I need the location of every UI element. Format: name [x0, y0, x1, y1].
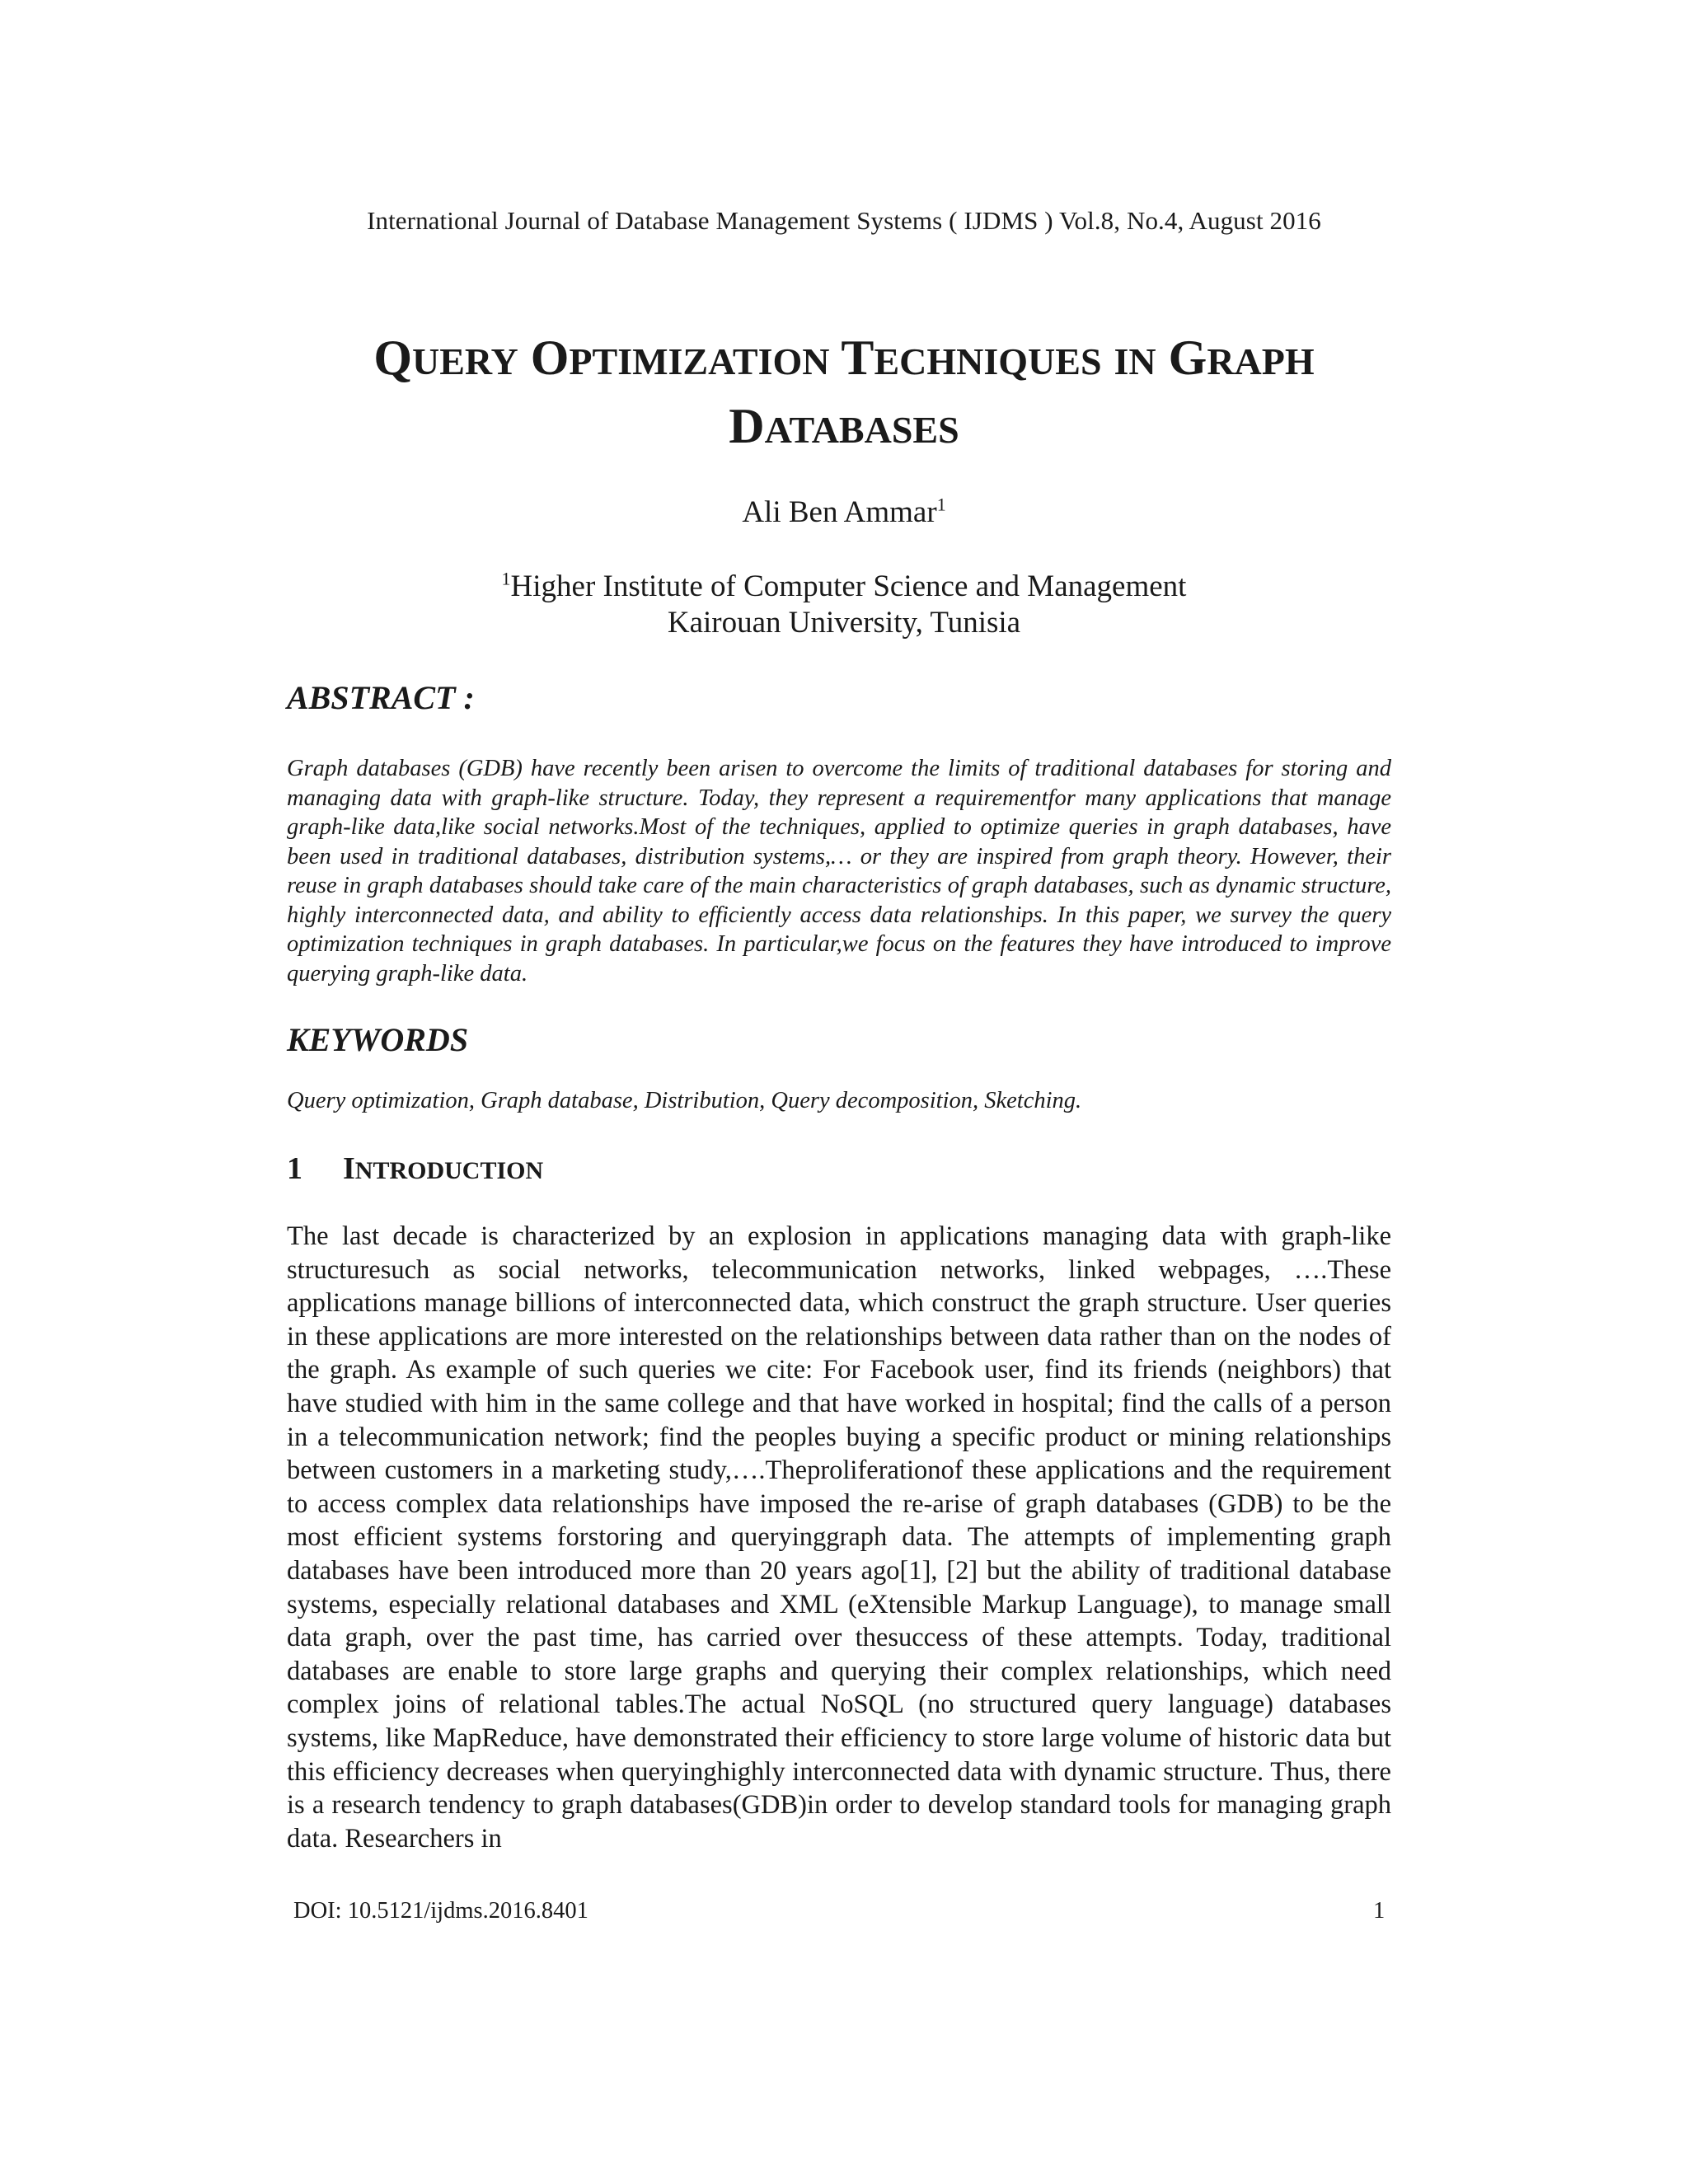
- abstract-heading: ABSTRACT :: [287, 679, 475, 716]
- footer-doi: DOI: 10.5121/ijdms.2016.8401: [293, 1898, 588, 1924]
- affiliation-marker: 1: [501, 568, 511, 589]
- section-heading-introduction: 1 INTRODUCTION: [287, 1151, 544, 1186]
- title-word-in: IN: [1114, 340, 1156, 382]
- author-affiliation: [0, 569, 1688, 641]
- abstract-text: Graph databases (GDB) have recently been arisen to overcome the limits of traditional databases for storing and managing data with graph-like structure. Today, they represent a requirementfor many applications that manage graph-like data,like social networks.Most of the techniques, applied to optimize queries in graph databases, have been used in traditional databases, distribution systems,… or they are inspired from graph theory. However, their reuse in graph databases should take care of the main characteristics of graph databases, such as dynamic structure, highly interconnected data, and ability to efficiently access data relationships. In this paper, we survey the query optimization techniques in graph databases. In particular,we focus on the features they have introduced to improve querying graph-like data.: [287, 756, 1391, 987]
- author-affiliation-marker: 1: [936, 494, 946, 515]
- paper-title: [247, 326, 1441, 462]
- running-header: International Journal of Database Management Systems ( IJDMS ) Vol.8, No.4, August 2016: [367, 206, 1321, 235]
- section-number: 1: [287, 1151, 302, 1186]
- keywords-heading: KEYWORDS: [287, 1021, 469, 1058]
- title-word-query: QUERY: [373, 330, 518, 385]
- title-word-databases: DATABASES: [729, 399, 959, 453]
- title-word-optimization: OPTIMIZATION: [530, 330, 830, 385]
- title-word-techniques: TECHNIQUES: [841, 330, 1102, 385]
- keywords-text: Query optimization, Graph database, Distribution, Query decomposition, Sketching.: [287, 1088, 1082, 1113]
- affiliation-line-1: $^1$Higher Institute of Computer Science and Management: [501, 568, 1187, 603]
- introduction-text: The last decade is characterized by an explosion in applications managing data with graph-like structuresuch as social networks, telecommunication networks, linked webpages, ….These applications manage billions of interconnected data, which construct the graph structure. User queries in these applications are more interested on the relationships between data rather than on the nodes of the graph. As example of such queries we cite: For Facebook user, find its friends (neighbors) that have studied with him in the same college and that have worked in hospital; find the calls of a person in a telecommunication network; find the peoples buying a specific product or mining relationships between customers in a marketing study,….Theproliferationof these applications and the requirement to access complex data relationships have imposed the re-arise of graph databases (GDB) to be the most efficient systems forstoring and queryinggraph data. The attempts of implementing graph databases have been introduced more than 20 years ago[1], [2] but the ability of traditional database systems, especially relational databases and XML (eXtensible Markup Language), to manage small data graph, over the past time, has carried over thesuccess of these attempts. Today, traditional databases are enable to store large graphs and querying their complex relationships, which need complex joins of relational tables.The actual NoSQL (no structured query language) databases systems, like MapReduce, have demonstrated their efficiency to store large volume of historic data but this efficiency decreases when queryinghighly interconnected data with dynamic structure. Thus, there is a research tendency to graph databases(GDB)in order to develop standard tools for managing graph data. Researchers in: [287, 1221, 1391, 1854]
- affiliation-line-2: Kairouan University, Tunisia: [667, 606, 1021, 640]
- title-word-graph: GRAPH: [1168, 330, 1315, 385]
- author-name: Ali Ben Ammar$^1$: [742, 494, 946, 529]
- page-number: 1: [1373, 1898, 1386, 1924]
